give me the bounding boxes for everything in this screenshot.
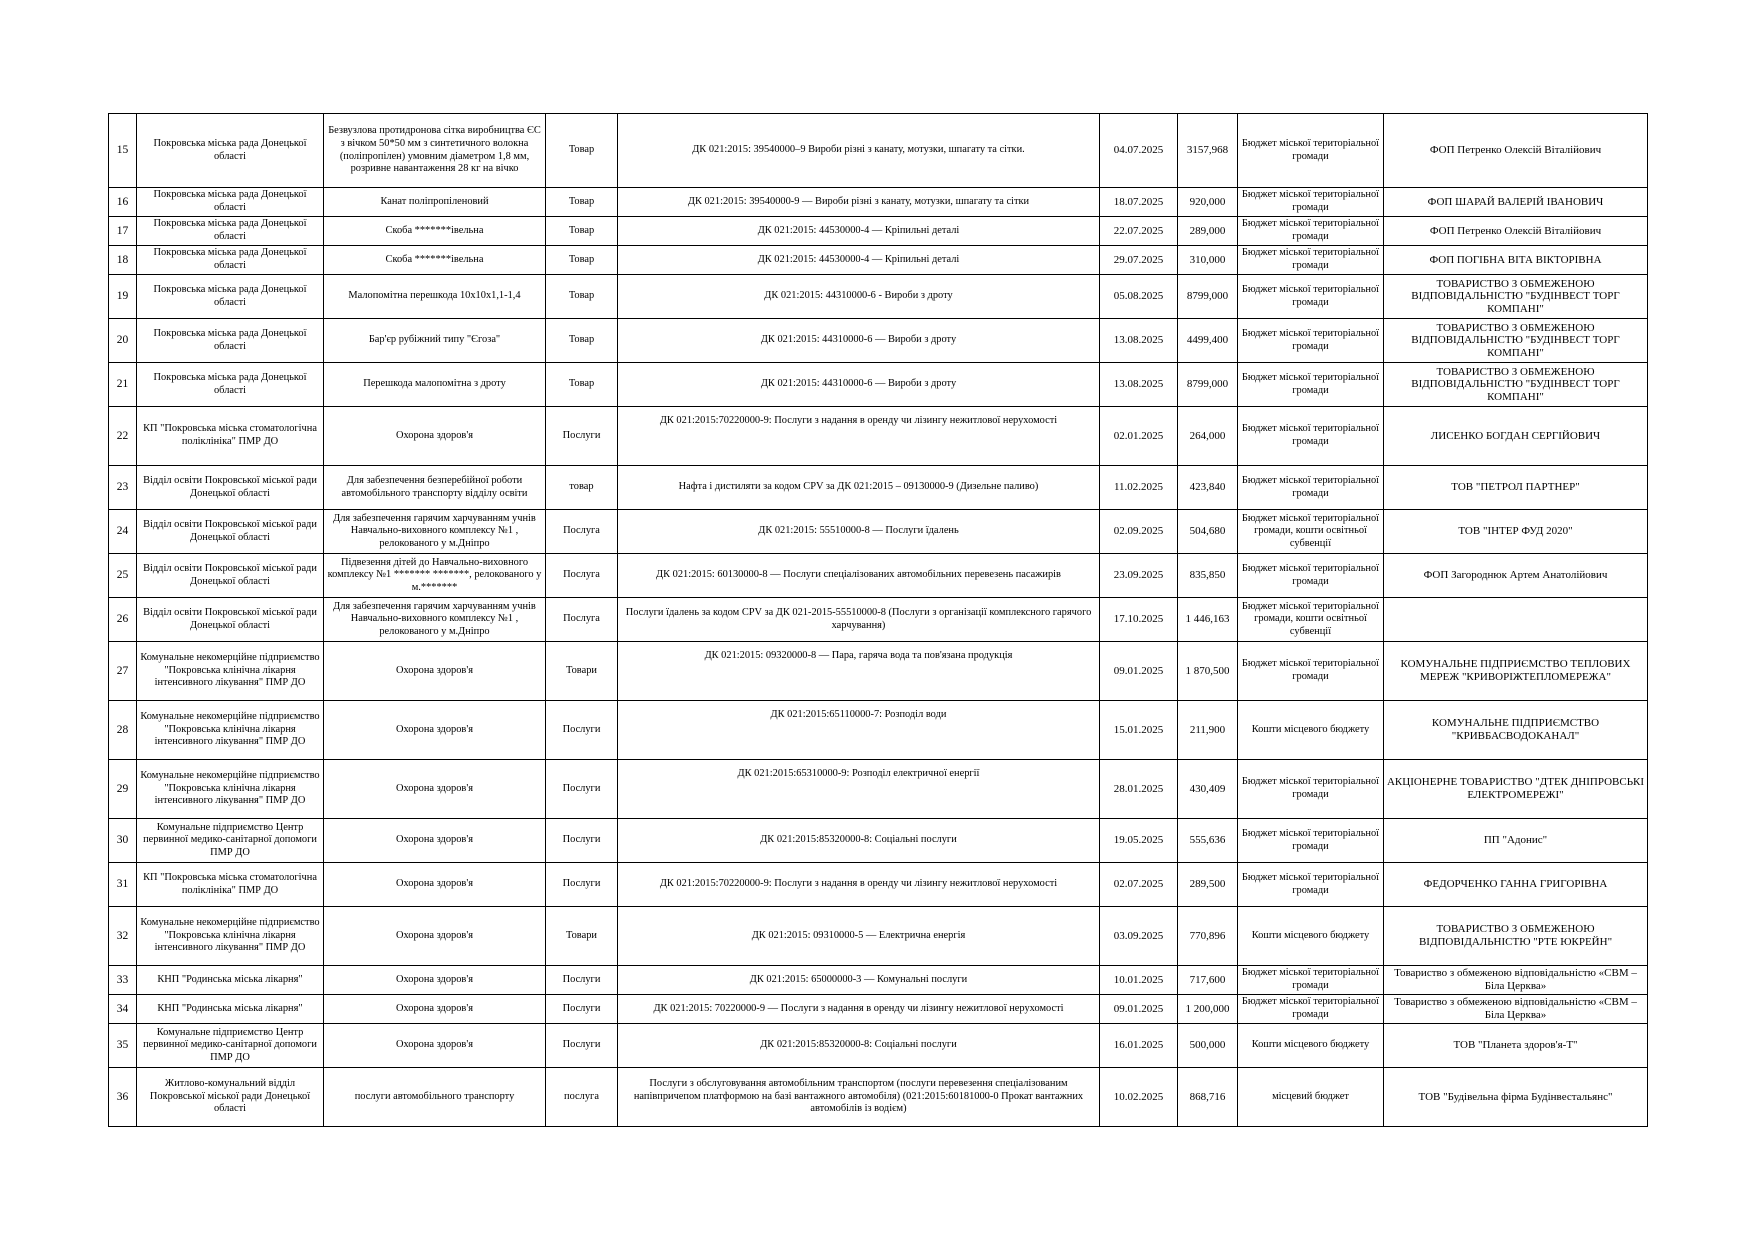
row-number-cell: 22 [109,407,137,466]
cpv-code-cell: ДК 021:2015:65310000-9: Розподіл електричної енергії [618,760,1100,819]
procurement-type-cell: Послуги [546,819,618,863]
amount-cell: 868,716 [1178,1068,1238,1127]
date-cell: 02.09.2025 [1100,510,1178,554]
item-name-cell: Для забезпечення безперебійної роботи автомобільного транспорту відділу освіти [324,466,546,510]
funding-source-cell: Бюджет міської територіальної громади, кошти освітньої субвенції [1238,598,1384,642]
funding-source-cell: Бюджет міської територіальної громади [1238,246,1384,275]
cpv-code-cell: ДК 021:2015: 65000000-3 — Комунальні послуги [618,966,1100,995]
procurement-type-cell: Послуги [546,863,618,907]
item-name-cell: Охорона здоров'я [324,995,546,1024]
cpv-code-cell: ДК 021:2015: 09320000-8 — Пара, гаряча вода та пов'язана продукція [618,642,1100,701]
item-name-cell: Охорона здоров'я [324,966,546,995]
date-cell: 10.02.2025 [1100,1068,1178,1127]
row-number-cell: 18 [109,246,137,275]
item-name-cell: Підвезення дітей до Навчально-виховного комплексу №1 ******* *******, релокованого у м.******* [324,554,546,598]
cpv-code-cell: ДК 021:2015: 39540000–9 Вироби різні з канату, мотузки, шпагату та сітки. [618,114,1100,188]
date-cell: 22.07.2025 [1100,217,1178,246]
cpv-code-cell: ДК 021:2015:70220000-9: Послуги з надання в оренду чи лізингу нежитлової нерухомості [618,407,1100,466]
supplier-cell: ТОВ "ІНТЕР ФУД 2020" [1384,510,1648,554]
table-row [109,407,1648,466]
table-row [109,907,1648,966]
amount-cell: 211,900 [1178,701,1238,760]
procurement-type-cell: Послуга [546,510,618,554]
cpv-code-cell: ДК 021:2015: 44310000-6 — Вироби з дроту [618,363,1100,407]
procurement-table [108,113,1648,1127]
funding-source-cell: Бюджет міської територіальної громади, кошти освітньої субвенції [1238,510,1384,554]
row-number-cell: 29 [109,760,137,819]
date-cell: 11.02.2025 [1100,466,1178,510]
item-name-cell: Охорона здоров'я [324,701,546,760]
date-cell: 10.01.2025 [1100,966,1178,995]
funding-source-cell: місцевий бюджет [1238,1068,1384,1127]
table-row [109,642,1648,701]
funding-source-cell: Кошти місцевого бюджету [1238,907,1384,966]
customer-org-cell: Покровська міська рада Донецької області [137,217,324,246]
procurement-type-cell: Товар [546,217,618,246]
amount-cell: 310,000 [1178,246,1238,275]
row-number-cell: 21 [109,363,137,407]
amount-cell: 264,000 [1178,407,1238,466]
amount-cell: 717,600 [1178,966,1238,995]
item-name-cell: Для забезпечення гарячим харчуванням учнів Навчально-виховного комплексу №1 , релокованого у м.Дніпро [324,510,546,554]
funding-source-cell: Кошти місцевого бюджету [1238,1024,1384,1068]
table-row [109,819,1648,863]
cpv-code-cell: ДК 021:2015:65110000-7: Розподіл води [618,701,1100,760]
supplier-cell: ТОВАРИСТВО З ОБМЕЖЕНОЮ ВІДПОВІДАЛЬНІСТЮ "БУДІНВЕСТ ТОРГ КОМПАНІ" [1384,319,1648,363]
cpv-code-cell: ДК 021:2015:85320000-8: Соціальні послуги [618,819,1100,863]
date-cell: 13.08.2025 [1100,319,1178,363]
row-number-cell: 27 [109,642,137,701]
row-number-cell: 31 [109,863,137,907]
customer-org-cell: Відділ освіти Покровської міської ради Донецької області [137,510,324,554]
row-number-cell: 15 [109,114,137,188]
procurement-type-cell: Товар [546,275,618,319]
supplier-cell: ФОП Загороднюк Артем Анатолійович [1384,554,1648,598]
funding-source-cell: Бюджет міської територіальної громади [1238,642,1384,701]
customer-org-cell: Комунальне некомерційне підприємство "Покровська клінічна лікарня інтенсивного лікування" ПМР ДО [137,642,324,701]
cpv-code-cell: ДК 021:2015: 70220000-9 — Послуги з надання в оренду чи лізингу нежитлової нерухомості [618,995,1100,1024]
item-name-cell: послуги автомобільного транспорту [324,1068,546,1127]
item-name-cell: Канат поліпропіленовий [324,188,546,217]
table-row [109,510,1648,554]
amount-cell: 289,000 [1178,217,1238,246]
cpv-code-cell: ДК 021:2015: 44310000-6 - Вироби з дроту [618,275,1100,319]
procurement-type-cell: Послуги [546,1024,618,1068]
procurement-type-cell: Послуги [546,966,618,995]
row-number-cell: 25 [109,554,137,598]
customer-org-cell: Житлово-комунальний відділ Покровської міської ради Донецької області [137,1068,324,1127]
supplier-cell: АКЦІОНЕРНЕ ТОВАРИСТВО "ДТЕК ДНІПРОВСЬКІ ЕЛЕКТРОМЕРЕЖІ" [1384,760,1648,819]
cpv-code-cell: ДК 021:2015: 09310000-5 — Електрична енергія [618,907,1100,966]
funding-source-cell: Кошти місцевого бюджету [1238,701,1384,760]
procurement-type-cell: Послуги [546,995,618,1024]
supplier-cell: ТОВАРИСТВО З ОБМЕЖЕНОЮ ВІДПОВІДАЛЬНІСТЮ "БУДІНВЕСТ ТОРГ КОМПАНІ" [1384,275,1648,319]
procurement-type-cell: Товар [546,246,618,275]
customer-org-cell: Комунальне некомерційне підприємство "Покровська клінічна лікарня інтенсивного лікування" ПМР ДО [137,907,324,966]
customer-org-cell: Відділ освіти Покровської міської ради Донецької області [137,598,324,642]
row-number-cell: 24 [109,510,137,554]
table-row [109,598,1648,642]
table-row [109,554,1648,598]
procurement-type-cell: Товар [546,319,618,363]
funding-source-cell: Бюджет міської територіальної громади [1238,188,1384,217]
date-cell: 09.01.2025 [1100,995,1178,1024]
procurement-type-cell: Послуги [546,760,618,819]
funding-source-cell: Бюджет міської територіальної громади [1238,407,1384,466]
supplier-cell: КОМУНАЛЬНЕ ПІДПРИЄМСТВО ТЕПЛОВИХ МЕРЕЖ "КРИВОРІЖТЕПЛОМЕРЕЖА" [1384,642,1648,701]
row-number-cell: 17 [109,217,137,246]
date-cell: 28.01.2025 [1100,760,1178,819]
customer-org-cell: КП "Покровська міська стоматологічна поліклініка" ПМР ДО [137,407,324,466]
row-number-cell: 19 [109,275,137,319]
amount-cell: 4499,400 [1178,319,1238,363]
amount-cell: 1 446,163 [1178,598,1238,642]
table-row [109,1068,1648,1127]
table-row [109,863,1648,907]
procurement-type-cell: Товари [546,642,618,701]
cpv-code-cell: ДК 021:2015:85320000-8: Соціальні послуги [618,1024,1100,1068]
supplier-cell: Товариство з обмеженою відповідальністю «СВМ – Біла Церква» [1384,995,1648,1024]
funding-source-cell: Бюджет міської територіальної громади [1238,819,1384,863]
supplier-cell: ЛИСЕНКО БОГДАН СЕРГІЙОВИЧ [1384,407,1648,466]
row-number-cell: 28 [109,701,137,760]
amount-cell: 8799,000 [1178,363,1238,407]
customer-org-cell: Покровська міська рада Донецької області [137,275,324,319]
funding-source-cell: Бюджет міської територіальної громади [1238,995,1384,1024]
row-number-cell: 32 [109,907,137,966]
item-name-cell: Охорона здоров'я [324,407,546,466]
supplier-cell: ТОВ "Планета здоров'я-Т" [1384,1024,1648,1068]
item-name-cell: Охорона здоров'я [324,863,546,907]
item-name-cell: Перешкода малопомітна з дроту [324,363,546,407]
date-cell: 03.09.2025 [1100,907,1178,966]
customer-org-cell: Відділ освіти Покровської міської ради Донецької області [137,466,324,510]
cpv-code-cell: Послуги їдалень за кодом CPV за ДК 021-2015-55510000-8 (Послуги з організації комплексного гарячого харчування) [618,598,1100,642]
customer-org-cell: Покровська міська рада Донецької області [137,363,324,407]
amount-cell: 920,000 [1178,188,1238,217]
table-row [109,275,1648,319]
supplier-cell: ПП "Адонис" [1384,819,1648,863]
cpv-code-cell: ДК 021:2015: 39540000-9 — Вироби різні з канату, мотузки, шпагату та сітки [618,188,1100,217]
table-row [109,760,1648,819]
item-name-cell: Охорона здоров'я [324,907,546,966]
procurement-type-cell: Послуги [546,407,618,466]
amount-cell: 8799,000 [1178,275,1238,319]
table-row [109,995,1648,1024]
table-row [109,217,1648,246]
customer-org-cell: Покровська міська рада Донецької області [137,114,324,188]
table-row [109,188,1648,217]
row-number-cell: 30 [109,819,137,863]
customer-org-cell: Комунальне некомерційне підприємство "Покровська клінічна лікарня інтенсивного лікування" ПМР ДО [137,760,324,819]
cpv-code-cell: ДК 021:2015: 55510000-8 — Послуги їдалень [618,510,1100,554]
supplier-cell: ТОВ "Будівельна фірма Будінвестальянс" [1384,1068,1648,1127]
table-row [109,966,1648,995]
customer-org-cell: Відділ освіти Покровської міської ради Донецької області [137,554,324,598]
table-row [109,1024,1648,1068]
supplier-cell: ФЕДОРЧЕНКО ГАННА ГРИГОРІВНА [1384,863,1648,907]
item-name-cell: Охорона здоров'я [324,642,546,701]
supplier-cell: ФОП Петренко Олексій Віталійович [1384,217,1648,246]
customer-org-cell: Комунальне підприємство Центр первинної медико-санітарної допомоги ПМР ДО [137,1024,324,1068]
row-number-cell: 35 [109,1024,137,1068]
funding-source-cell: Бюджет міської територіальної громади [1238,114,1384,188]
supplier-cell: ФОП ПОГІБНА ВІТА ВІКТОРІВНА [1384,246,1648,275]
cpv-code-cell: ДК 021:2015: 44310000-6 — Вироби з дроту [618,319,1100,363]
customer-org-cell: Покровська міська рада Донецької області [137,188,324,217]
supplier-cell: ТОВ "ПЕТРОЛ ПАРТНЕР" [1384,466,1648,510]
date-cell: 17.10.2025 [1100,598,1178,642]
funding-source-cell: Бюджет міської територіальної громади [1238,319,1384,363]
table-row [109,114,1648,188]
cpv-code-cell: ДК 021:2015:70220000-9: Послуги з надання в оренду чи лізингу нежитлової нерухомості [618,863,1100,907]
funding-source-cell: Бюджет міської територіальної громади [1238,554,1384,598]
item-name-cell: Для забезпечення гарячим харчуванням учнів Навчально-виховного комплексу №1 , релокованого у м.Дніпро [324,598,546,642]
item-name-cell: Охорона здоров'я [324,760,546,819]
amount-cell: 555,636 [1178,819,1238,863]
date-cell: 05.08.2025 [1100,275,1178,319]
row-number-cell: 20 [109,319,137,363]
procurement-type-cell: Послуга [546,598,618,642]
funding-source-cell: Бюджет міської територіальної громади [1238,760,1384,819]
row-number-cell: 36 [109,1068,137,1127]
date-cell: 02.07.2025 [1100,863,1178,907]
supplier-cell: ТОВАРИСТВО З ОБМЕЖЕНОЮ ВІДПОВІДАЛЬНІСТЮ "РТЕ ЮКРЕЙН" [1384,907,1648,966]
cpv-code-cell: ДК 021:2015: 44530000-4 — Кріпильні деталі [618,246,1100,275]
amount-cell: 289,500 [1178,863,1238,907]
item-name-cell: Бар'єр рубіжний типу "Єгоза" [324,319,546,363]
date-cell: 16.01.2025 [1100,1024,1178,1068]
customer-org-cell: КНП "Родинська міська лікарня" [137,966,324,995]
procurement-type-cell: Послуга [546,554,618,598]
item-name-cell: Скоба *******івельна [324,217,546,246]
row-number-cell: 16 [109,188,137,217]
procurement-type-cell: послуга [546,1068,618,1127]
funding-source-cell: Бюджет міської територіальної громади [1238,466,1384,510]
table-row [109,363,1648,407]
table-row [109,466,1648,510]
table-body [109,114,1648,1127]
amount-cell: 504,680 [1178,510,1238,554]
date-cell: 15.01.2025 [1100,701,1178,760]
row-number-cell: 26 [109,598,137,642]
customer-org-cell: Комунальне некомерційне підприємство "Покровська клінічна лікарня інтенсивного лікування" ПМР ДО [137,701,324,760]
date-cell: 02.01.2025 [1100,407,1178,466]
item-name-cell: Охорона здоров'я [324,1024,546,1068]
date-cell: 23.09.2025 [1100,554,1178,598]
amount-cell: 423,840 [1178,466,1238,510]
customer-org-cell: КНП "Родинська міська лікарня" [137,995,324,1024]
amount-cell: 835,850 [1178,554,1238,598]
funding-source-cell: Бюджет міської територіальної громади [1238,863,1384,907]
customer-org-cell: Покровська міська рада Донецької області [137,319,324,363]
supplier-cell: КОМУНАЛЬНЕ ПІДПРИЄМСТВО "КРИВБАСВОДОКАНАЛ" [1384,701,1648,760]
supplier-cell: ТОВАРИСТВО З ОБМЕЖЕНОЮ ВІДПОВІДАЛЬНІСТЮ "БУДІНВЕСТ ТОРГ КОМПАНІ" [1384,363,1648,407]
customer-org-cell: КП "Покровська міська стоматологічна поліклініка" ПМР ДО [137,863,324,907]
cpv-code-cell: ДК 021:2015: 44530000-4 — Кріпильні деталі [618,217,1100,246]
procurement-type-cell: Товари [546,907,618,966]
row-number-cell: 23 [109,466,137,510]
procurement-type-cell: товар [546,466,618,510]
date-cell: 09.01.2025 [1100,642,1178,701]
date-cell: 18.07.2025 [1100,188,1178,217]
procurement-type-cell: Послуги [546,701,618,760]
date-cell: 04.07.2025 [1100,114,1178,188]
supplier-cell: ФОП Петренко Олексій Віталійович [1384,114,1648,188]
funding-source-cell: Бюджет міської територіальної громади [1238,217,1384,246]
amount-cell: 1 870,500 [1178,642,1238,701]
row-number-cell: 34 [109,995,137,1024]
table-row [109,319,1648,363]
amount-cell: 500,000 [1178,1024,1238,1068]
table-row [109,701,1648,760]
cpv-code-cell: Послуги з обслуговування автомобільним транспортом (послуги перевезення спеціалізованим напівпричепом платформою на базі вантажного автомобіля) (021:2015:60181000-0 Прокат вантажних автомобілів із водієм) [618,1068,1100,1127]
procurement-type-cell: Товар [546,188,618,217]
item-name-cell: Скоба *******івельна [324,246,546,275]
table-row [109,246,1648,275]
supplier-cell: ФОП ШАРАЙ ВАЛЕРІЙ ІВАНОВИЧ [1384,188,1648,217]
procurement-type-cell: Товар [546,114,618,188]
item-name-cell: Охорона здоров'я [324,819,546,863]
date-cell: 19.05.2025 [1100,819,1178,863]
supplier-cell [1384,598,1648,642]
amount-cell: 770,896 [1178,907,1238,966]
date-cell: 29.07.2025 [1100,246,1178,275]
cpv-code-cell: Нафта і дистиляти за кодом CPV за ДК 021:2015 – 09130000-9 (Дизельне паливо) [618,466,1100,510]
date-cell: 13.08.2025 [1100,363,1178,407]
amount-cell: 3157,968 [1178,114,1238,188]
item-name-cell: Малопомітна перешкода 10х10х1,1-1,4 [324,275,546,319]
amount-cell: 1 200,000 [1178,995,1238,1024]
funding-source-cell: Бюджет міської територіальної громади [1238,275,1384,319]
supplier-cell: Товариство з обмеженою відповідальністю «СВМ – Біла Церква» [1384,966,1648,995]
amount-cell: 430,409 [1178,760,1238,819]
cpv-code-cell: ДК 021:2015: 60130000-8 — Послуги спеціалізованих автомобільних перевезень пасажирів [618,554,1100,598]
item-name-cell: Безвузлова протидронова сітка виробництва ЄС з вічком 50*50 мм з синтетичного волокна (поліпропілен) умовним діаметром 1,8 мм, розривне навантаження 28 кг на вічко [324,114,546,188]
row-number-cell: 33 [109,966,137,995]
customer-org-cell: Покровська міська рада Донецької області [137,246,324,275]
procurement-type-cell: Товар [546,363,618,407]
customer-org-cell: Комунальне підприємство Центр первинної медико-санітарної допомоги ПМР ДО [137,819,324,863]
funding-source-cell: Бюджет міської територіальної громади [1238,966,1384,995]
funding-source-cell: Бюджет міської територіальної громади [1238,363,1384,407]
